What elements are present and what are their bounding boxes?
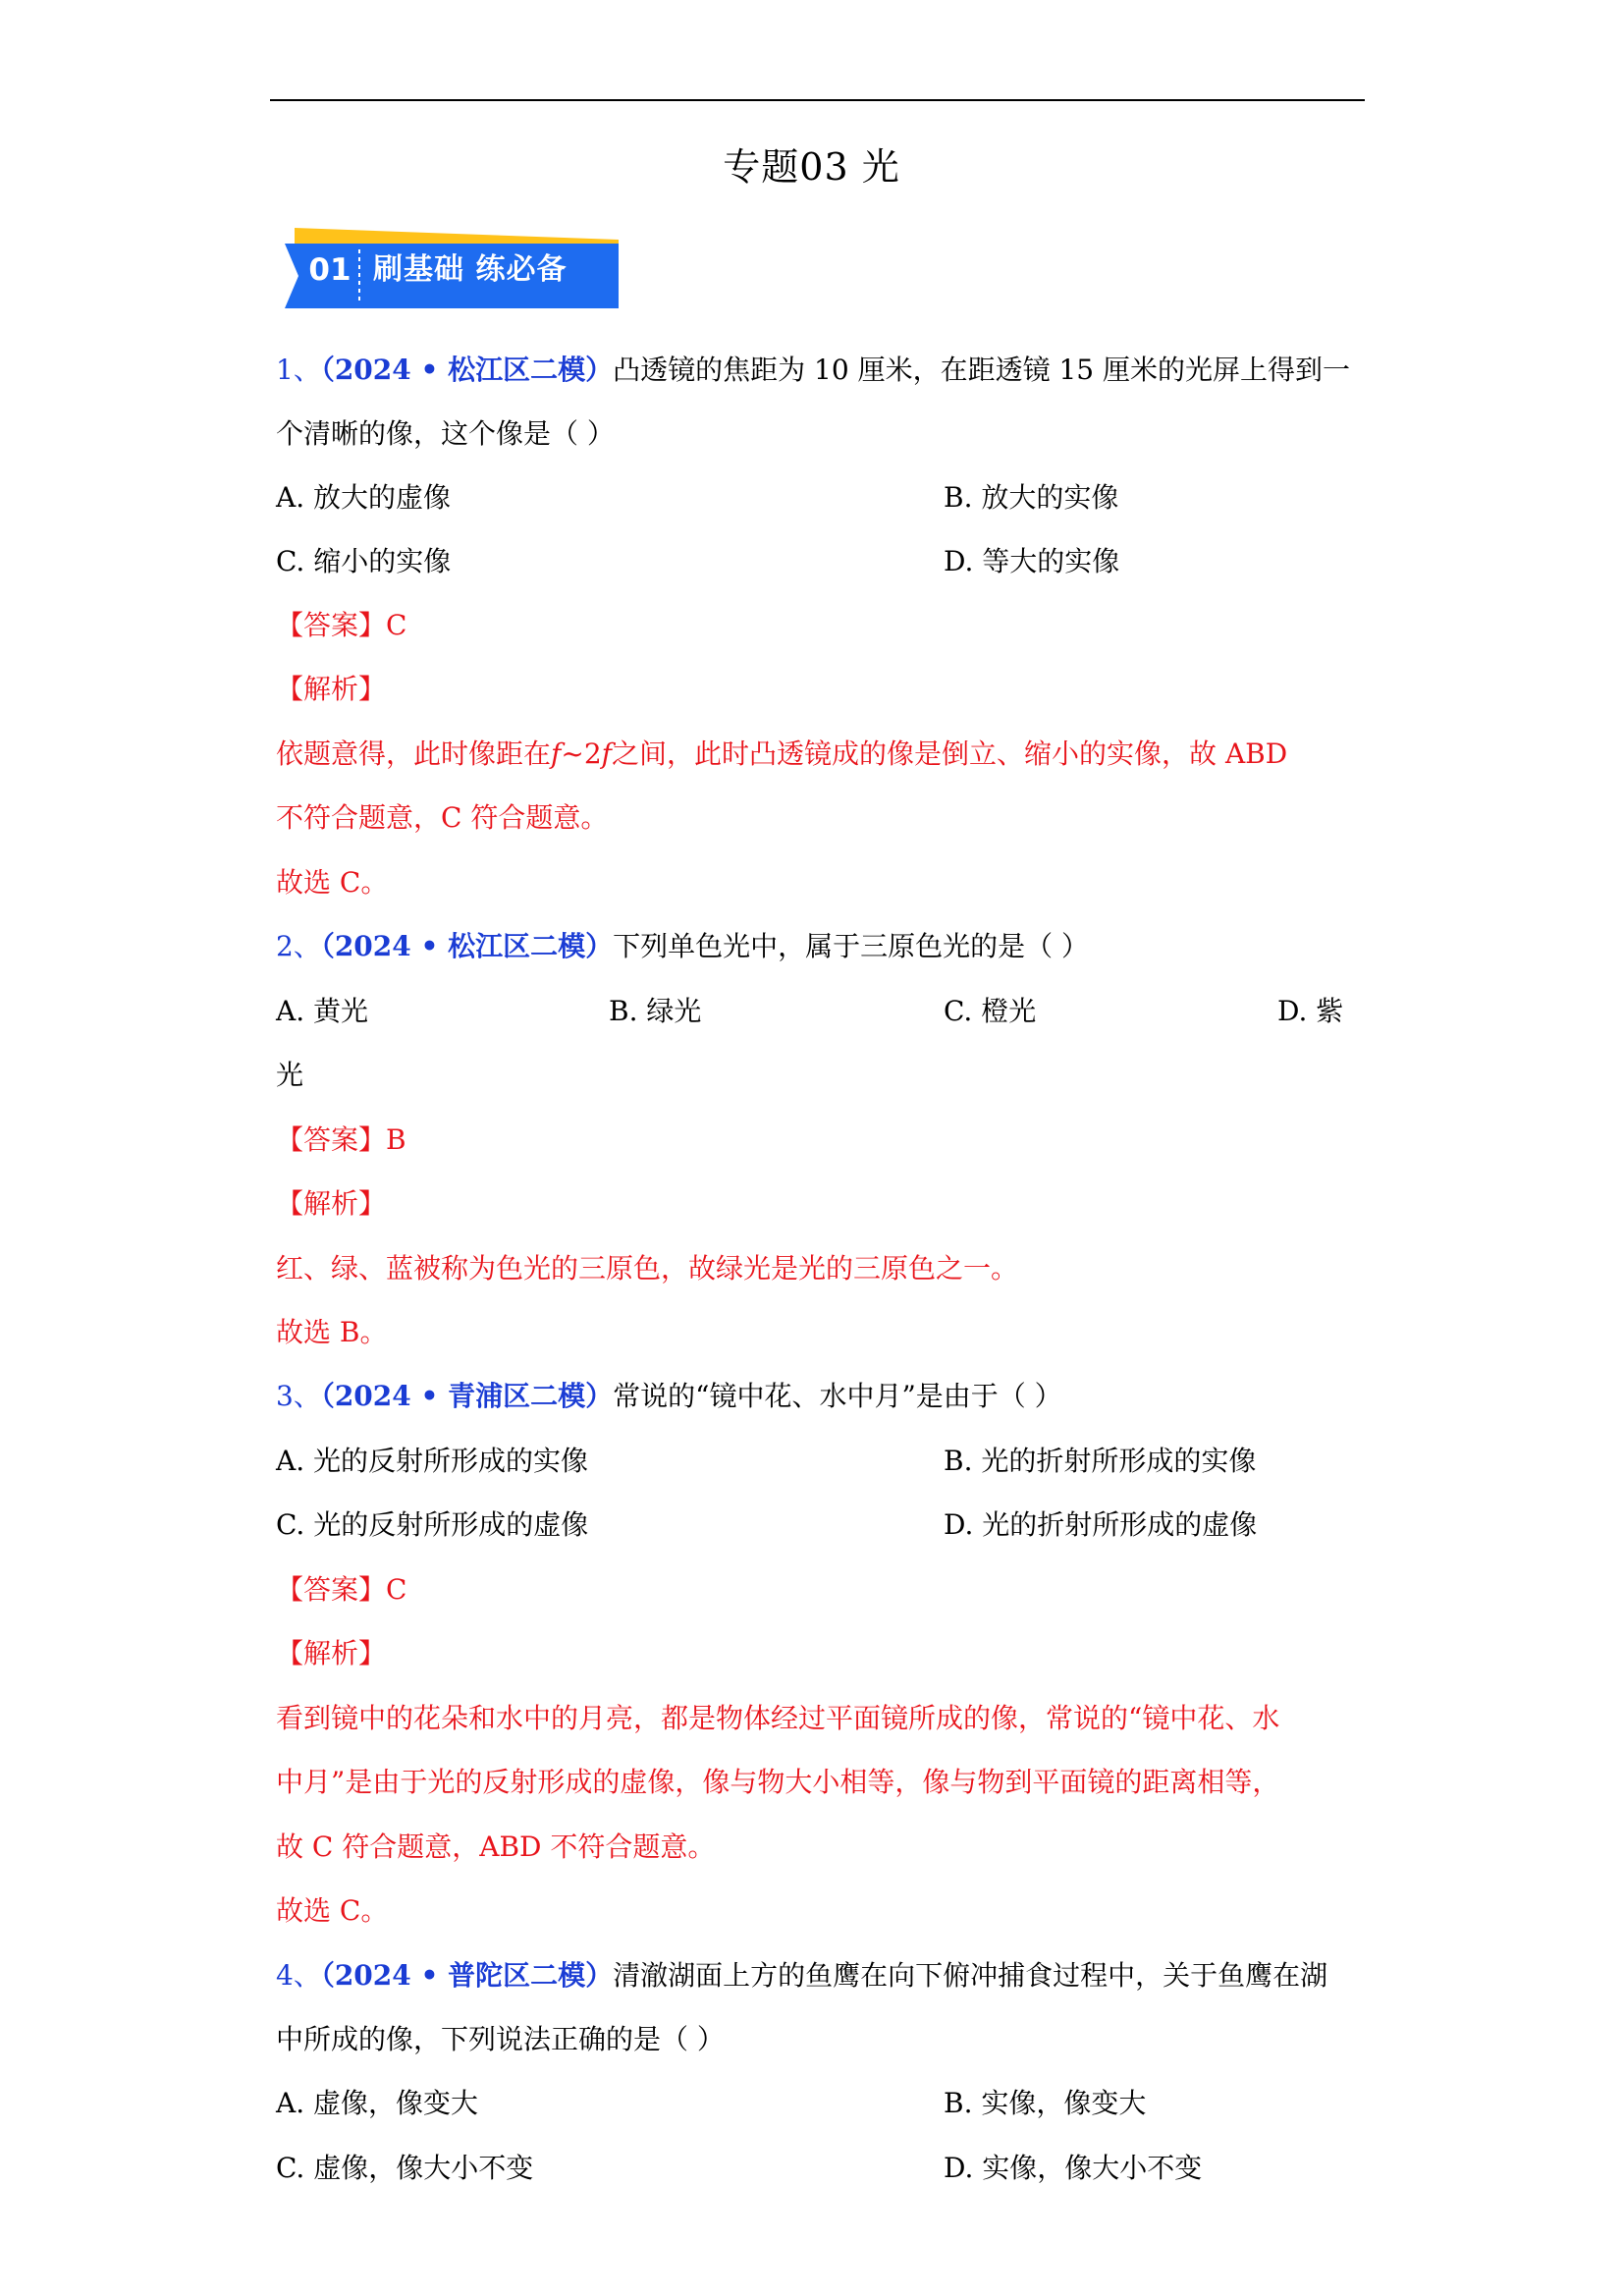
q4-option-b: B. 实像，像变大 (944, 2087, 1147, 2119)
q3-analysis-line2: 中月”是由于光的反射形成的虚像，像与物大小相等，像与物到平面镜的距离相等， (276, 1766, 1280, 1798)
q2-stem-line1 (276, 927, 1089, 966)
header-rule (270, 99, 1365, 101)
q2-answer (276, 1121, 406, 1160)
q4-option-d: D. 实像，像大小不变 (944, 2152, 1203, 2184)
banner-text: 刷基础 练必备 (373, 252, 568, 287)
q4-number: 4、 (276, 1959, 321, 1992)
q2-option-a: A. 黄光 (276, 995, 369, 1027)
q4-option-c: C. 虚像，像大小不变 (276, 2152, 534, 2184)
q3-number: 3、 (276, 1380, 321, 1412)
q1-conclusion: 故选 C。 (276, 866, 389, 899)
q3-analysis-label: 【解析】 (276, 1637, 387, 1669)
q1-analysis-line1 (276, 735, 1287, 774)
q1-analysis-text-c: 之间，此时凸透镜成的像是倒立、缩小的实像，故 ABD (612, 738, 1288, 770)
q3-option-b: B. 光的折射所形成的实像 (944, 1445, 1257, 1477)
q1-stem-line1 (276, 351, 1350, 390)
q4-option-a: A. 虚像，像变大 (276, 2087, 479, 2119)
q2-analysis-label: 【解析】 (276, 1187, 387, 1220)
q3-option-a: A. 光的反射所形成的实像 (276, 1445, 589, 1477)
q1-analysis-line2: 不符合题意，C 符合题意。 (276, 801, 609, 834)
q3-option-c: C. 光的反射所形成的虚像 (276, 1508, 589, 1541)
q1-analysis-label: 【解析】 (276, 673, 387, 705)
page-title: 专题03 光 (723, 145, 900, 189)
q1-answer (276, 606, 406, 645)
answer-label: 【答案】 (276, 1123, 387, 1156)
q3-conclusion: 故选 C。 (276, 1894, 389, 1927)
q3-stem-line1 (276, 1377, 1062, 1416)
q3-option-d: D. 光的折射所形成的虚像 (944, 1508, 1258, 1541)
q1-analysis-text-a: 依题意得，此时像距在 (276, 738, 552, 770)
q1-analysis-focal-2: f (601, 738, 613, 770)
q2-stem-text: 下列单色光中，属于三原色光的是（ ） (613, 930, 1090, 962)
q3-answer-value: C (386, 1573, 407, 1606)
q1-option-d: D. 等大的实像 (944, 545, 1120, 577)
q2-option-b: B. 绿光 (609, 995, 702, 1027)
q4-stem-text: 清澈湖面上方的鱼鹰在向下俯冲捕食过程中，关于鱼鹰在湖 (613, 1959, 1328, 1992)
q2-conclusion: 故选 B。 (276, 1316, 388, 1348)
q1-number: 1、 (276, 354, 321, 386)
q3-stem-text: 常说的“镜中花、水中月”是由于（ ） (613, 1380, 1062, 1412)
answer-label: 【答案】 (276, 1573, 387, 1606)
q2-option-d-wrap: 光 (276, 1059, 304, 1091)
q2-analysis-line1: 红、绿、蓝被称为色光的三原色，故绿光是光的三原色之一。 (276, 1252, 1019, 1285)
q1-source: （2024 • 松江区二模） (320, 354, 614, 386)
q1-option-b: B. 放大的实像 (944, 481, 1119, 514)
answer-label: 【答案】 (276, 609, 387, 641)
q1-stem-line2: 个清晰的像，这个像是（ ） (276, 417, 615, 450)
section-banner (277, 226, 621, 310)
q1-stem-text: 凸透镜的焦距为 10 厘米，在距透镜 15 厘米的光屏上得到一 (613, 354, 1351, 386)
q1-option-c: C. 缩小的实像 (276, 545, 452, 577)
q3-answer (276, 1570, 406, 1610)
q1-option-a: A. 放大的虚像 (276, 481, 452, 514)
q3-analysis-line1: 看到镜中的花朵和水中的月亮，都是物体经过平面镜所成的像，常说的“镜中花、水 (276, 1702, 1280, 1734)
q2-option-d: D. 紫 (1277, 995, 1344, 1027)
q4-source: （2024 • 普陀区二模） (320, 1959, 614, 1992)
q1-analysis-focal-1: f (551, 738, 562, 770)
q2-answer-value: B (386, 1123, 406, 1156)
q3-source: （2024 • 青浦区二模） (320, 1380, 614, 1412)
q1-analysis-text-b: ~2 (561, 738, 602, 770)
q2-number: 2、 (276, 930, 321, 962)
q2-option-c: C. 橙光 (944, 995, 1037, 1027)
q2-source: （2024 • 松江区二模） (320, 930, 614, 962)
q1-answer-value: C (386, 609, 407, 641)
banner-number: 01 (308, 252, 352, 288)
q4-stem-line1 (276, 1956, 1327, 1995)
q3-analysis-line3: 故 C 符合题意，ABD 不符合题意。 (276, 1831, 716, 1863)
q4-stem-line2: 中所成的像，下列说法正确的是（ ） (276, 2023, 725, 2055)
